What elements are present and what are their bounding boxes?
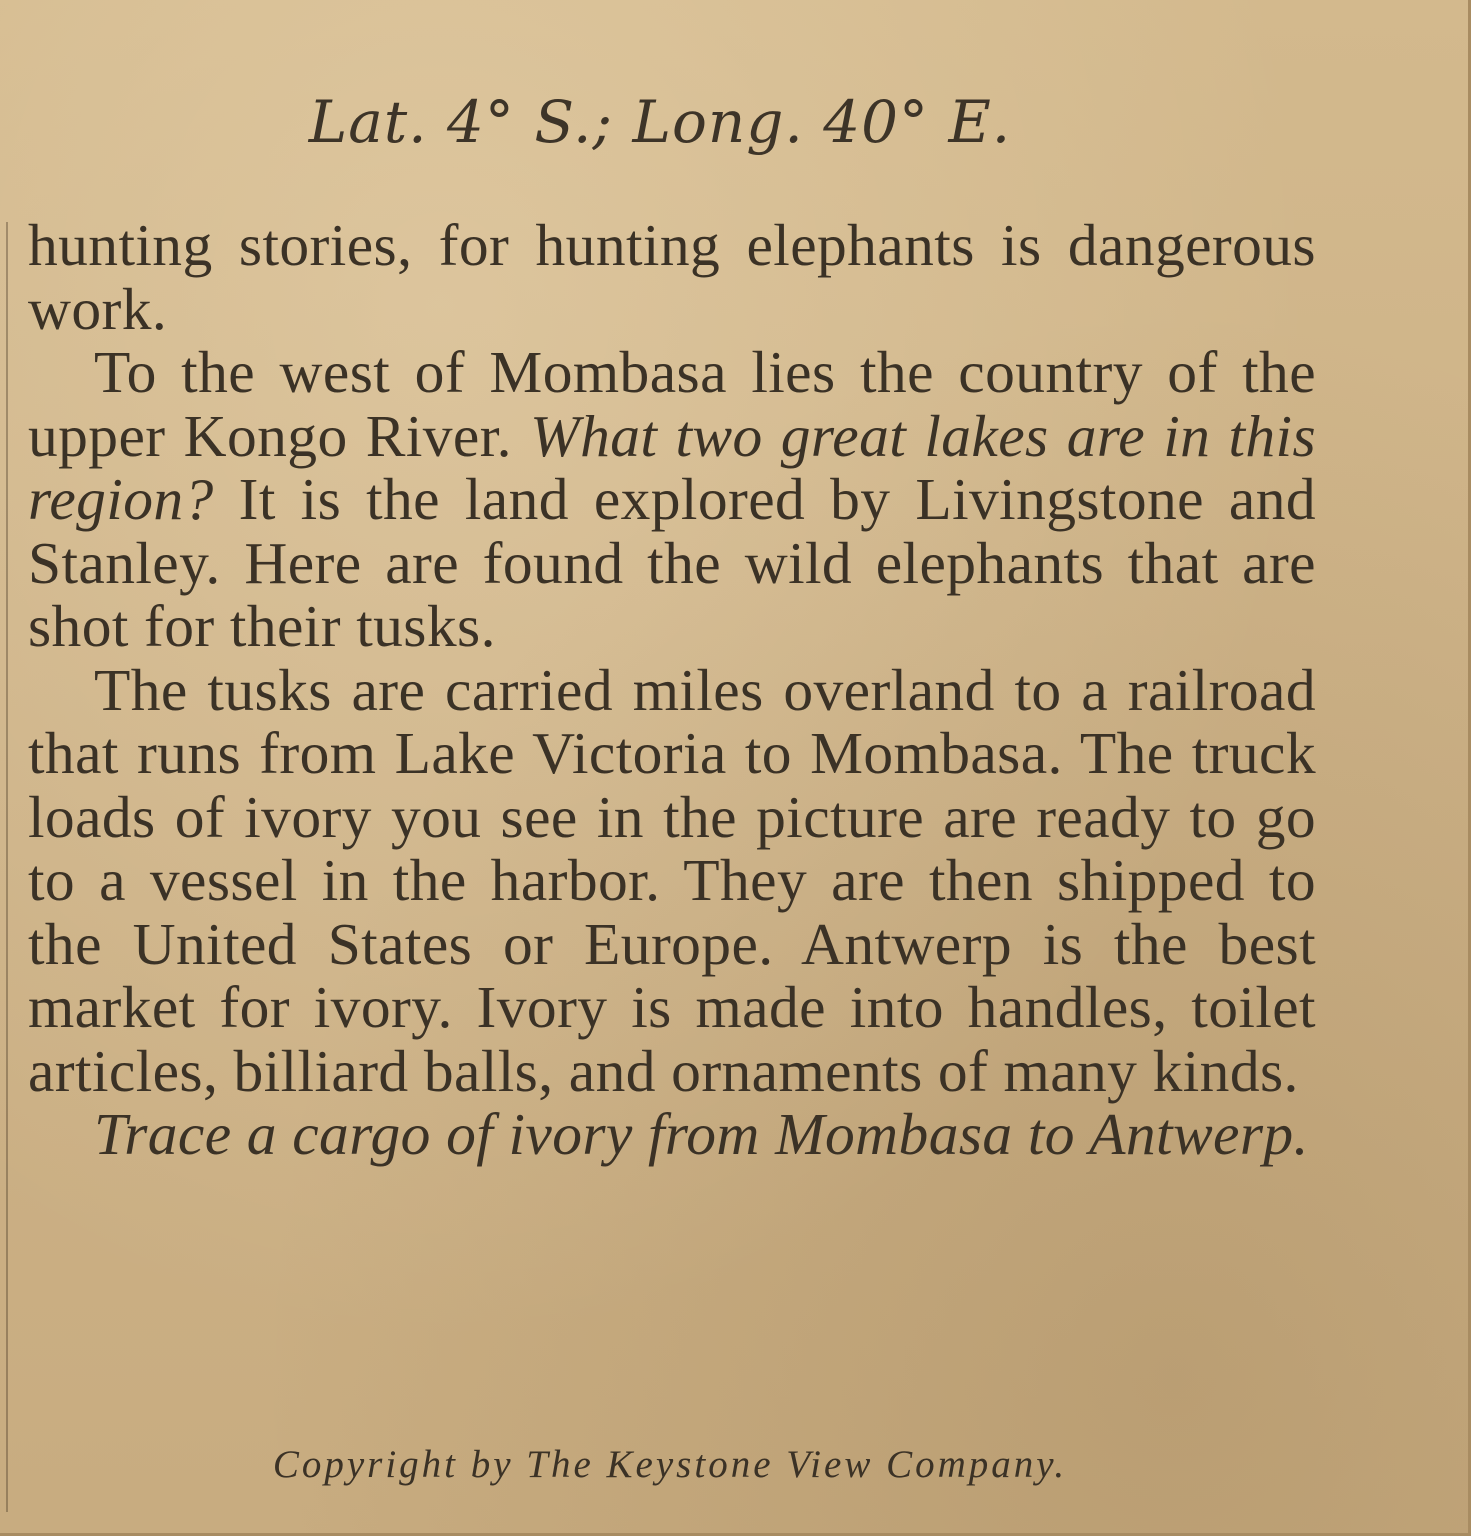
- trace-cargo-text: Trace a cargo of ivory from Mombasa to Antwerp.: [94, 1101, 1309, 1167]
- paragraph-tusks: The tusks are carried miles overland to a railroad that runs from Lake Victoria to Mombasa. The truck loads of ivory you see in the picture are ready to go to a vessel in the harbor. They are then shipped to the United States or Europe. Antwerp is the best market for ivory. Ivory is made into handles, toilet articles, billiard balls, and ornaments of many kinds.: [28, 656, 1316, 1104]
- paragraph-kongo-start: To the west of Mombasa lies the country of the upper Kongo River.: [28, 339, 1316, 469]
- paragraph-kongo: [28, 341, 1316, 659]
- trace-cargo-question: [28, 1103, 1316, 1167]
- left-edge-line: [6, 222, 8, 1512]
- copyright-line: Copyright by The Keystone View Company.: [272, 1443, 1068, 1486]
- body-text: [28, 214, 1316, 1167]
- coordinates-heading: Lat. 4° S.; Long. 40° E.: [308, 88, 1012, 156]
- paragraph-kongo-end: It is the land explored by Livingstone and Stanley. Here are found the wild elephants that are shot for their tusks.: [28, 466, 1316, 659]
- paragraph-continuation: hunting stories, for hunting elephants is dangerous work.: [28, 212, 1316, 342]
- lakes-question: What two great lakes are in this region?: [28, 402, 1317, 532]
